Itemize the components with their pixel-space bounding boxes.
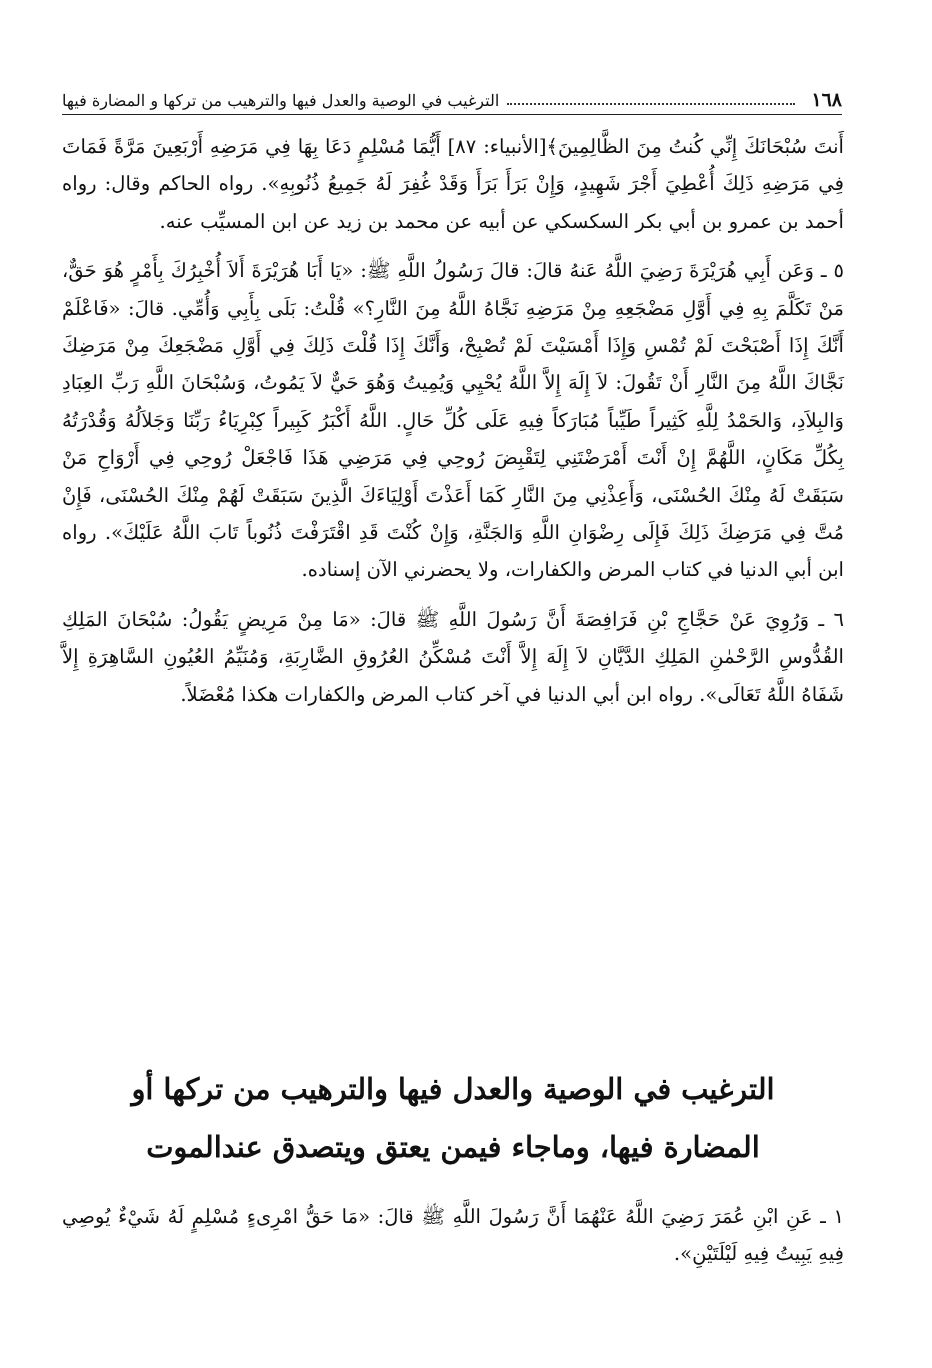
section-text xyxy=(62,1198,844,1273)
section-heading-line-1: الترغيب في الوصية والعدل فيها والترهيب من تركها أو xyxy=(131,1072,775,1106)
section-heading-line-2: المضارة فيها، وماجاء فيمن يعتق ويتصدق عندالموت xyxy=(146,1130,760,1164)
main-text xyxy=(62,128,844,713)
paragraph-hadith-4-end: أَنتَ سُبْحَانَكَ إِنِّي كُنتُ مِنَ الظَّالِمِينَ﴾[الأنبياء: ٨٧] أَيُّمَا مُسْلِمٍ دَعَا بِهَا فِي مَرَضِهِ أَرْبَعِينَ مَرَّةً فَمَاتَ فِي مَرَضِهِ ذَلِكَ أُعْطِيَ أَجْرَ شَهِيدٍ، وَإِنْ بَرَأَ بَرَأَ وَقَدْ غُفِرَ لَهُ جَمِيعُ ذُنُوبِهِ». رواه الحاكم وقال: رواه أحمد بن عمرو بن أبي بكر السكسكي عن أبيه عن محمد بن زيد عن ابن المسيِّب عنه. xyxy=(62,135,844,233)
header-leader-dots xyxy=(507,95,795,105)
section-heading xyxy=(62,1060,844,1176)
paragraph-section-hadith-1: ١ ـ عَنِ ابْنِ عُمَرَ رَضِيَ اللَّهُ عَنْهُمَا أَنَّ رَسُولَ اللَّهِ ﷺ قالَ: «مَا حَقُّ امْرِىءٍ مُسْلِمٍ لَهُ شَيْءٌ يُوصِي فِيهِ يَبِيتُ فِيهِ لَيْلَتَيْنِ». xyxy=(62,1205,844,1266)
page-number: ١٦٨ xyxy=(811,89,842,111)
paragraph-hadith-5: ٥ ـ وَعَن أَبِي هُرَيْرَةَ رَضِيَ اللَّهُ عَنهُ قالَ: قالَ رَسُولُ اللَّهِ ﷺ: «يَا أَبَا هُرَيْرَةَ أَلاَ أُخْبِرُكَ بِأَمْرٍ هُوَ حَقٌّ، مَنْ تَكَلَّمَ بِهِ فِي أَوَّلِ مَضْجَعِهِ مِنْ مَرَضِهِ نَجَّاهُ اللَّهُ مِنَ النَّارِ؟» قُلْتُ: بَلَى بِأَبِي وَأُمِّي. قالَ: «فَاعْلَمْ أَنَّكَ إِذَا أَصْبَحْتَ لَمْ تُمْسِ وَإِذَا أَمْسَيْتَ لَمْ تُصْبِحْ، وَأَنَّكَ إِذَا قُلْتَ ذَلِكَ فِي أَوَّلِ مَضْجَعِكَ مِنْ مَرَضِكَ نَجَّاكَ اللَّهُ مِنَ النَّارِ أَنْ تَقُولَ: لاَ إِلَهَ إِلاَّ اللَّهُ يُحْيِي وَيُمِيتُ وَهُوَ حَيٌّ لاَ يَمُوتُ، وَسُبْحَانَ اللَّهِ رَبِّ العِبَادِ وَالبِلاَدِ، وَالحَمْدُ لِلَّهِ كَثِيراً طَيِّباً مُبَارَكاً فِيهِ عَلَى كُلِّ حَالٍ. اللَّهُ أَكْبَرُ كَبِيراً كِبْرِيَاءُ رَبِّنَا وَجَلاَلُهُ وَقُدْرَتُهُ بِكُلِّ مَكَانٍ، اللَّهُمَّ إِنْ أَنْتَ أَمْرَضْتَنِي لِتَقْبِضَ رُوحِي فِي مَرَضِي هَذَا فَاجْعَلْ رُوحِي فِي أَرْوَاحِ مَنْ سَبَقَتْ لَهُ مِنْكَ الحُسْنَى، وَأَعِذْنِي مِنَ النَّارِ كَمَا أَعَذْتَ أَوْلِيَاءَكَ الَّذِينَ سَبَقَتْ لَهُمْ مِنْكَ الحُسْنَى، فَإِنْ مُتَّ فِي مَرَضِكَ ذَلِكَ فَإِلَى رِضْوَانِ اللَّهِ وَالجَنَّةِ، وَإِنْ كُنْتَ قَدِ اقْتَرَفْتَ ذُنُوباً تَابَ اللَّهُ عَلَيْكَ». رواه ابن أبي الدنيا في كتاب المرض والكفارات، ولا يحضرني الآن إسناده. xyxy=(62,259,844,582)
running-title: الترغيب في الوصية والعدل فيها والترهيب من تركها و المضارة فيها xyxy=(62,90,500,110)
paragraph-hadith-6: ٦ ـ وَرُوِيَ عَنْ حَجَّاجِ بْنِ فَرَافِصَةَ أَنَّ رَسُولَ اللَّهِ ﷺ قالَ: «مَا مِنْ مَرِيضٍ يَقُولُ: سُبْحَانَ المَلِكِ القُدُّوسِ الرَّحْمٰنِ المَلِكِ الدَّيَّانِ لاَ إِلَهَ إِلاَّ أَنْتَ مُسْكِّنُ العُرُوقِ الضَّارِبَةِ، وَمُنَيِّمُ العُيُونِ السَّاهِرَةِ إِلاَّ شَفَاهُ اللَّهُ تَعَالَى». رواه ابن أبي الدنيا في آخر كتاب المرض والكفارات هكذا مُعْضَلاً. xyxy=(62,607,844,706)
page-header xyxy=(62,86,842,115)
